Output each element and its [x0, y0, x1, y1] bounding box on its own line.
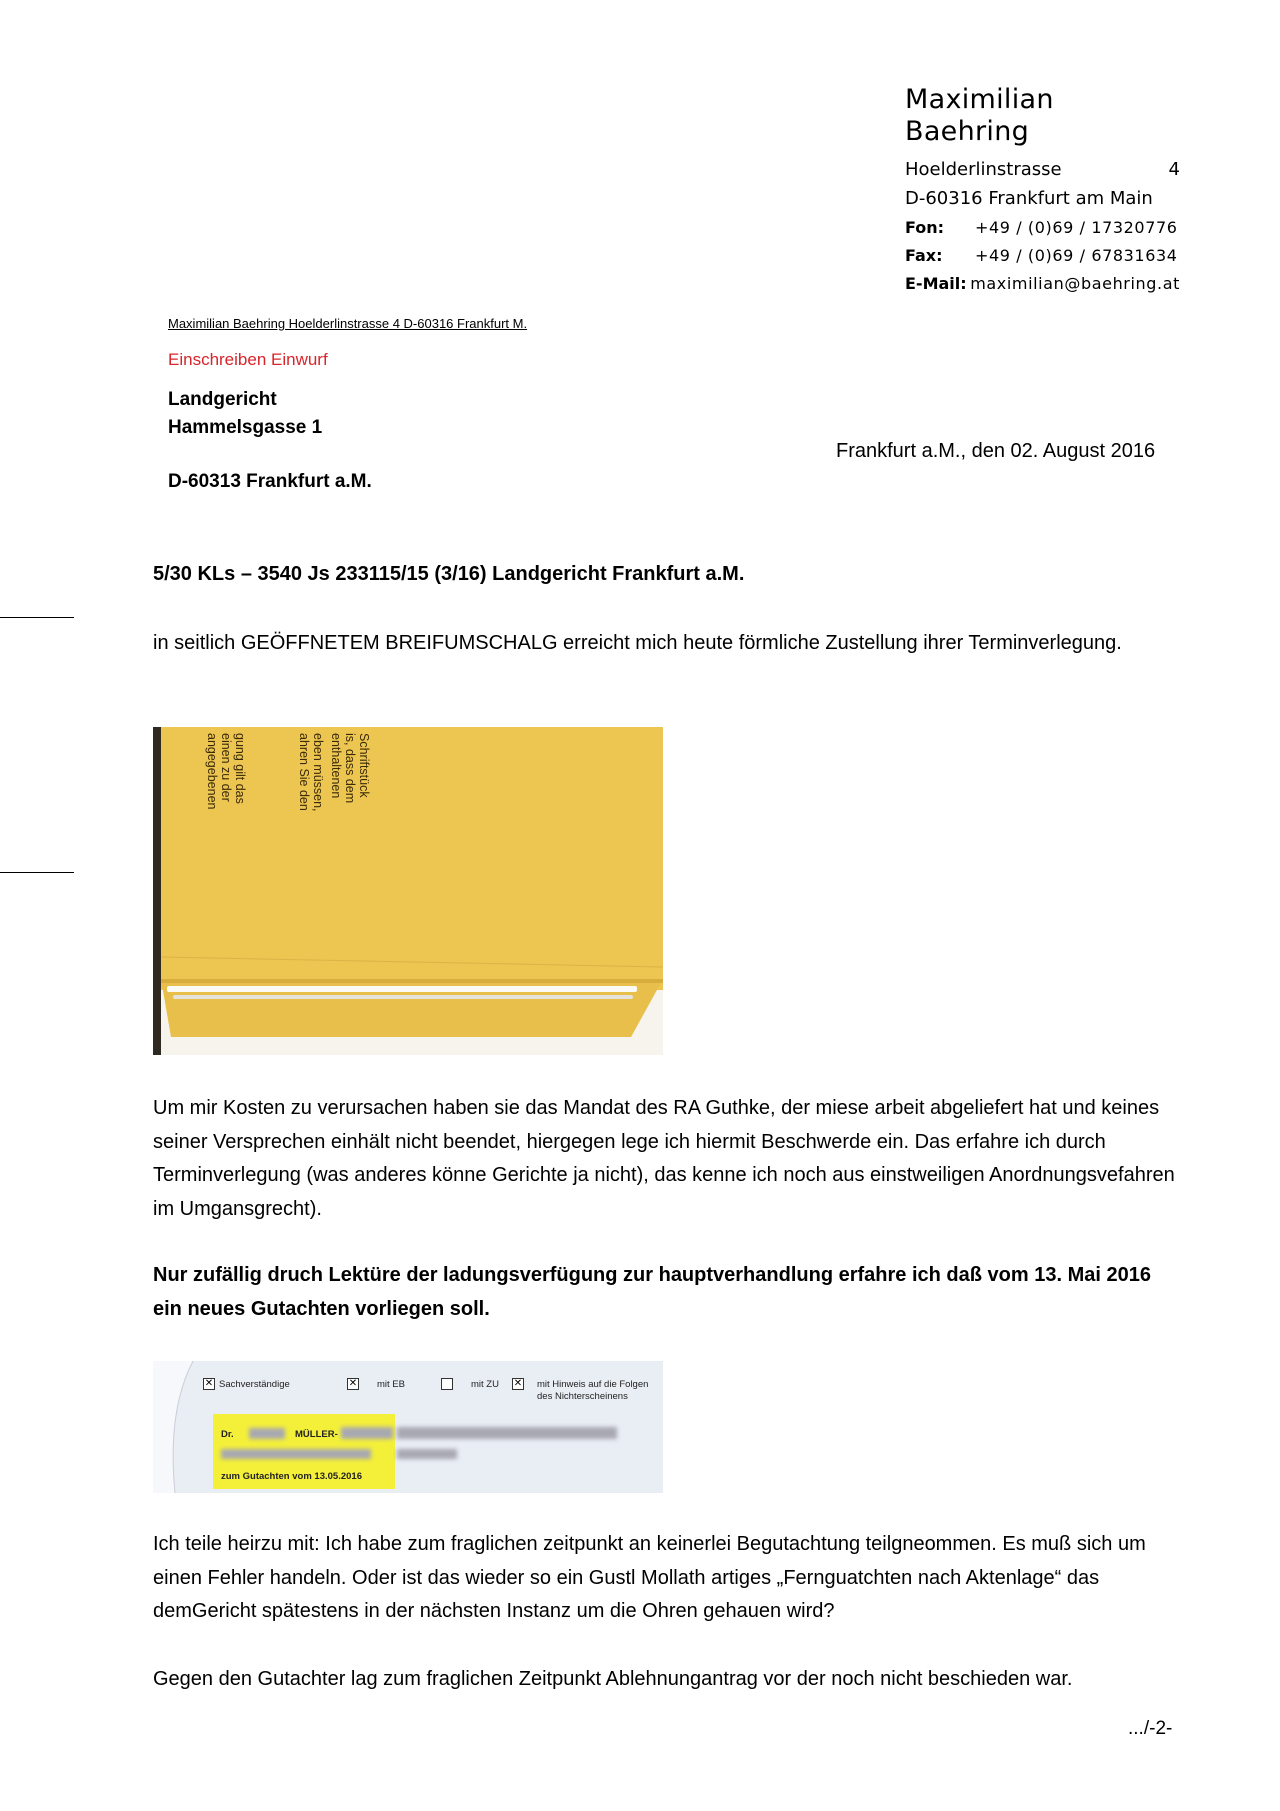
- fold-mark-bottom: [0, 872, 74, 873]
- envelope-text-col-3: Schriftstück is, dass dem enthaltenen: [329, 733, 371, 804]
- checkbox-label-mit-eb: mit EB: [377, 1379, 405, 1390]
- paragraph-5: Gegen den Gutachter lag zum fraglichen Zeitpunkt Ablehnungantrag vor der noch nicht beschieden war.: [153, 1668, 1073, 1690]
- envelope-photo: [153, 727, 663, 1055]
- sender-house-number: 4: [1168, 158, 1180, 180]
- recipient-line-1: Landgericht: [168, 389, 277, 410]
- checkbox-mit-eb: ✕: [348, 1378, 358, 1389]
- paragraph-2: Um mir Kosten zu verursachen haben sie das Mandat des RA Guthke, der miese arbeit abgeliefert hat und keines seiner Versprechen einhält nicht beendet, hiergegen lege ich hiermit Beschwerde ein. Das erfahre ich durch Terminverlegung (was anderes könne Gerichte ja nicht), das kenne ich noch aus einstweiligen Anordnungsvefahren im Umgansgrecht).: [153, 1097, 1175, 1220]
- phone-label: Fon:: [905, 217, 945, 237]
- checkbox-label-mit-hinweis: mit Hinweis auf die Folgen: [537, 1379, 649, 1390]
- redacted-address-2: [221, 1449, 371, 1459]
- email-address: maximilian@baehring.at: [970, 273, 1180, 293]
- case-reference: 5/30 KLs – 3540 Js 233115/15 (3/16) Landgericht Frankfurt a.M.: [153, 563, 745, 585]
- sender-city: D-60316 Frankfurt am Main: [905, 187, 1153, 209]
- checkbox-label-mit-zu: mit ZU: [471, 1379, 499, 1390]
- phone-number: +49 / (0)69 / 17320776: [975, 217, 1178, 237]
- recipient-line-2: Hammelsgasse 1: [168, 417, 323, 438]
- page-continuation-marker: .../-2-: [1128, 1718, 1173, 1739]
- sender-block: [905, 84, 1180, 293]
- checkbox-mit-zu: [441, 1378, 453, 1390]
- fold-mark-top: [0, 617, 74, 618]
- gutachten-date-note: zum Gutachten vom 13.05.2016: [221, 1471, 362, 1482]
- delivery-note: Einschreiben Einwurf: [168, 350, 328, 369]
- email-label: E-Mail:: [905, 273, 967, 293]
- name-part: MÜLLER-: [295, 1429, 338, 1440]
- form-snippet-photo: [153, 1361, 663, 1493]
- sender-name: Maximilian Baehring: [905, 84, 1054, 148]
- checkbox-label-sachverstaendige: Sachverständige: [219, 1379, 290, 1390]
- recipient-line-3: D-60313 Frankfurt a.M.: [168, 471, 372, 492]
- redacted-name-2: [341, 1427, 393, 1439]
- redacted-name-1: [249, 1428, 285, 1439]
- sender-phone-row: [905, 218, 1180, 237]
- sender-fax-row: [905, 246, 1180, 265]
- letter-date: Frankfurt a.M., den 02. August 2016: [836, 440, 1156, 462]
- paragraph-1: in seitlich GEÖFFNETEM BREIFUMSCHALG erreicht mich heute förmliche Zustellung ihrer Terminverlegung.: [153, 632, 1122, 654]
- redacted-address-1: [397, 1427, 617, 1439]
- envelope-text-col-2: eben müssen, ahren Sie den: [297, 733, 325, 812]
- envelope-text-col-1: gung gilt das einen zu der angegebenen: [205, 733, 247, 810]
- fax-label: Fax:: [905, 245, 943, 265]
- redacted-address-3: [397, 1449, 457, 1459]
- sender-street-row: [905, 159, 1180, 180]
- sender-street: Hoelderlinstrasse: [905, 158, 1062, 180]
- name-prefix: Dr.: [221, 1429, 234, 1440]
- sender-email-row: [905, 274, 1180, 293]
- checkbox-sachverstaendige: ✕: [204, 1378, 214, 1389]
- checkbox-mit-hinweis: ✕: [513, 1378, 523, 1389]
- checkbox-label-mit-hinweis-2: des Nichterscheinens: [537, 1391, 628, 1402]
- paragraph-4: Ich teile heirzu mit: Ich habe zum fraglichen zeitpunkt an keinerlei Begutachtung teilgneommen. Es muß sich um einen Fehler handeln. Oder ist das wieder so ein Gustl Mollath artiges „Fernguatchten nach Aktenlage“ das demGericht spätestens in der nächsten Instanz um die Ohren gehauen wird?: [153, 1533, 1146, 1622]
- paragraph-3: Nur zufällig druch Lektüre der ladungsverfügung zur hauptverhandlung erfahre ich daß vom 13. Mai 2016 ein neues Gutachten vorliegen soll.: [153, 1264, 1151, 1320]
- fax-number: +49 / (0)69 / 67831634: [975, 245, 1178, 265]
- return-address: Maximilian Baehring Hoelderlinstrasse 4 D-60316 Frankfurt M.: [168, 316, 528, 331]
- recipient-address: [168, 386, 372, 496]
